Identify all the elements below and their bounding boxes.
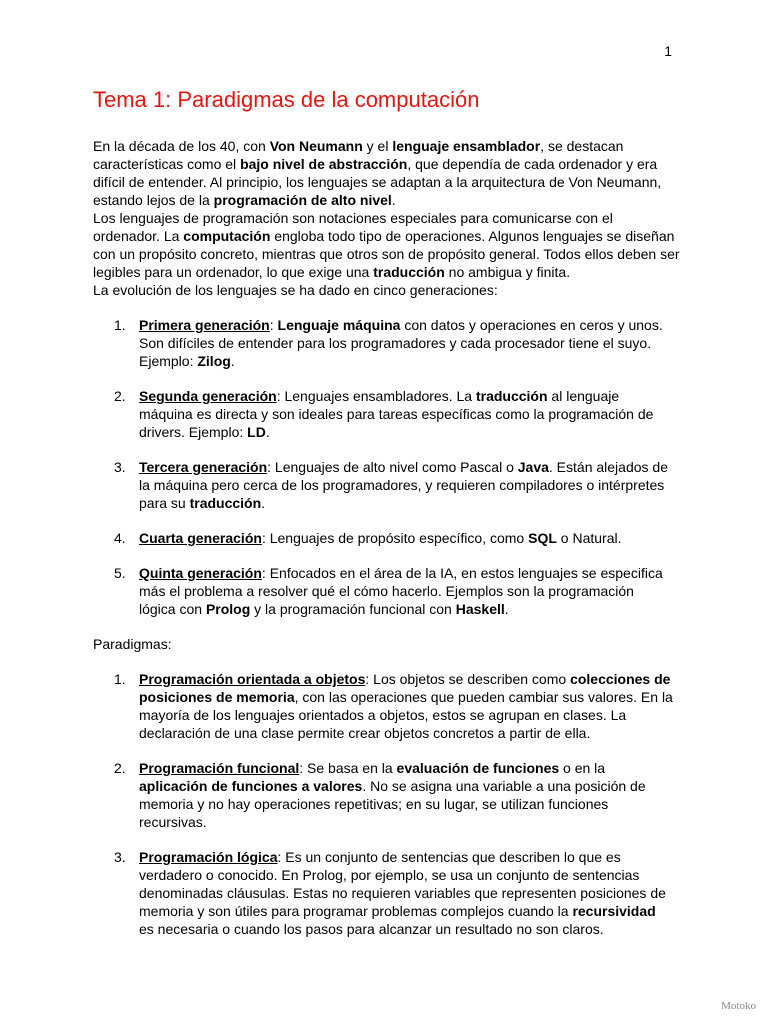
list-item-label: Segunda generación [139, 388, 277, 404]
bold-text: Java [517, 459, 549, 475]
bold-text: bajo nivel de abstracción [240, 156, 408, 172]
bold-text: traducción [189, 495, 262, 511]
text-run: : Lenguajes de alto nivel como Pascal o [267, 459, 518, 475]
text-run: , con las operaciones que pueden cambiar sus valores. En la mayoría de los lenguajes orientados a objetos, estos se agrupan en clases. La declaración de una clase permite crear objetos concretos a partir de ella. [139, 689, 673, 741]
list-number: 2. [114, 760, 126, 776]
list-item-label: Programación lógica [139, 849, 278, 865]
bold-text: Von Neumann [269, 138, 363, 154]
bold-text: evaluación de funciones [396, 760, 560, 776]
list-item-label: Primera generación [139, 317, 270, 333]
list-spacer [93, 370, 674, 387]
text-run: es necesaria o cuando los pasos para alcanzar un resultado no son claros. [139, 921, 604, 937]
list-item-label: Quinta generación [139, 565, 262, 581]
list-number: 1. [114, 317, 126, 333]
bold-text: aplicación de funciones a valores [139, 778, 363, 794]
bold-text: traducción [373, 264, 445, 280]
list-number: 1. [114, 671, 126, 687]
text-run: : [269, 317, 278, 333]
text-run: y el [362, 138, 393, 154]
document-body [93, 137, 683, 938]
list-spacer [93, 547, 674, 564]
bold-text: Prolog [205, 601, 251, 617]
text-run: . [265, 424, 270, 440]
bold-text: LD [247, 424, 266, 440]
text-run: al lenguaje máquina es directa y son ideales para tareas específicas como la programación de drivers. Ejemplo: [139, 388, 654, 440]
text-run: , se destacan características como el [93, 138, 624, 172]
intro-paragraph [93, 281, 683, 299]
list-number: 4. [114, 530, 126, 546]
list-spacer [93, 512, 674, 529]
list-item-label: Programación funcional [139, 760, 300, 776]
text-run: : Lenguajes ensambladores. La [276, 388, 476, 404]
list-item-label: Cuarta generación [139, 530, 262, 546]
generations-list [93, 316, 683, 618]
text-run: . No se asigna una variable a una posición de memoria y no hay operaciones repetitivas; en su lugar, se utilizan funciones recursivas. [139, 778, 646, 830]
list-item-label: Tercera generación [139, 459, 268, 475]
list-spacer [93, 441, 674, 458]
paradigms-heading: Paradigmas: [93, 636, 172, 652]
list-item [93, 387, 674, 441]
list-number: 3. [114, 459, 126, 475]
list-number: 3. [114, 849, 126, 865]
document-title: Tema 1: Paradigmas de la computación [93, 87, 480, 112]
intro-paragraph [93, 209, 683, 281]
text-run: engloba todo tipo de operaciones. Algunos lenguajes se diseñan con un propósito concreto, mientras que otros son de propósito general. Todos ellos deben ser legibles para un ordenador, lo que exige una [93, 228, 680, 280]
text-run: : Se basa en la [299, 760, 397, 776]
bold-text: computación [183, 228, 271, 244]
paradigms-list [93, 670, 683, 938]
bold-text: SQL [528, 530, 557, 546]
bold-text: Lenguaje máquina [277, 317, 401, 333]
text-run: . [504, 601, 509, 617]
bold-text: lenguaje ensamblador [392, 138, 541, 154]
text-run: Los lenguajes de programación son notaciones especiales para comunicarse con el ordenador. La [93, 210, 613, 244]
watermark: Motoko [721, 1000, 756, 1012]
list-item [93, 529, 674, 547]
text-run: : Es un conjunto de sentencias que describen lo que es verdadero o conocido. En Prolog, por ejemplo, se usa un conjunto de sentencias denominadas cláusulas. Estas no requieren variables que representen posiciones de memoria y son útiles para programar problemas complejos cuando la [139, 849, 666, 919]
text-run: no ambigua y finita. [444, 264, 571, 280]
list-item-label: Programación orientada a objetos [139, 671, 366, 687]
bold-text: programación de alto nivel [213, 192, 392, 208]
text-run: En la década de los 40, con [93, 138, 270, 154]
text-run: . Están alejados de la máquina pero cerca de los programadores, y requieren compiladores o intérpretes para su [139, 459, 668, 511]
text-run: . [261, 495, 266, 511]
text-run: . [230, 353, 235, 369]
list-spacer [93, 831, 674, 848]
list-item [93, 316, 674, 370]
text-run: : Enfocados en el área de la IA, en estos lenguajes se especifica más el problema a resolver qué el cómo hacerlo. Ejemplos son la programación lógica con [139, 565, 663, 617]
bold-text: colecciones de posiciones de memoria [139, 671, 671, 705]
text-run: : Los objetos se describen como [365, 671, 571, 687]
text-run: o en la [559, 760, 606, 776]
bold-text: recursividad [572, 903, 656, 919]
bold-text: Haskell [455, 601, 505, 617]
text-run: con datos y operaciones en ceros y unos. Son difíciles de entender para los programadores y cada procesador tiene el suyo. Ejemplo: [139, 317, 663, 369]
list-spacer [93, 742, 674, 759]
text-run: o Natural. [556, 530, 622, 546]
text-run: , que dependía de cada ordenador y era difícil de entender. Al principio, los lenguajes se adaptan a la arquitectura de Von Neumann, estando lejos de la [93, 156, 662, 208]
list-item [93, 458, 674, 512]
intro-paragraph [93, 137, 683, 209]
page-number: 1 [664, 43, 672, 59]
bold-text: traducción [475, 388, 548, 404]
text-run: La evolución de los lenguajes se ha dado en cinco generaciones: [93, 282, 498, 298]
list-item [93, 564, 674, 618]
list-number: 2. [114, 388, 126, 404]
text-run: . [391, 192, 396, 208]
list-item [93, 670, 674, 742]
list-item [93, 759, 674, 831]
bold-text: Zilog [197, 353, 231, 369]
list-number: 5. [114, 565, 126, 581]
text-run: y la programación funcional con [250, 601, 456, 617]
text-run: : Lenguajes de propósito específico, como [261, 530, 529, 546]
list-item [93, 848, 674, 938]
